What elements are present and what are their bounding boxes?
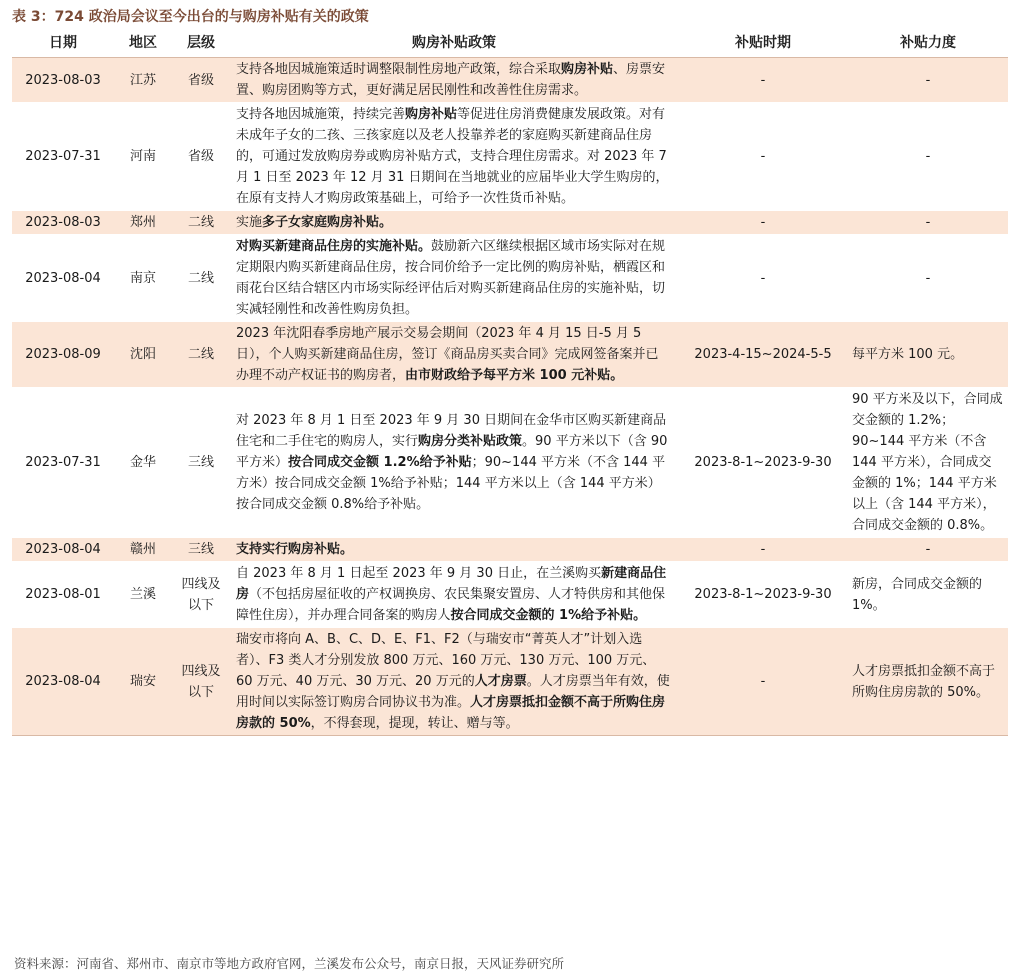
cell-period: - [678,58,848,103]
policy-text: ，不得套现，提现，转让、赠与等。 [310,716,519,731]
source-note: 资料来源：河南省、郑州市、南京市等地方政府官网，兰溪发布公众号，南京日报，天风证券研究所 [14,956,565,971]
cell-policy [230,388,678,538]
cell-region: 沈阳 [114,322,172,388]
cell-level: 二线 [172,235,230,322]
table-row [12,628,1008,736]
policy-text: 实施 [236,215,263,230]
cell-period: - [678,628,848,736]
policy-text-bold: 人才房票 [474,674,527,689]
policy-text-bold: 购房补贴 [561,62,614,77]
policy-text: 。90 平方米以下（含 90 平方米） [236,434,668,470]
cell-region: 赣州 [114,538,172,562]
cell-date: 2023-08-01 [12,562,114,628]
cell-amount: 90 平方米及以下，合同成交金额的 1.2%；90~144 平方米（不含 144 平方米），合同成交金额的 1%；144 平方米以上（含 144 平方米），合同成交金额的 0.8%。 [848,388,1008,538]
policy-text: （不包括房屋征收的产权调换房、农民集聚安置房、人才特供房和其他保障性住房），并办理合同备案的购房人 [236,587,666,623]
cell-amount: - [848,58,1008,103]
cell-amount: 人才房票抵扣金额不高于所购住房房款的 50%。 [848,628,1008,736]
cell-region: 兰溪 [114,562,172,628]
header-period: 补贴时期 [678,29,848,58]
cell-policy [230,211,678,235]
cell-amount: - [848,538,1008,562]
policy-text-bold: 按合同成交金额的 1%给予补贴。 [450,608,647,623]
header-policy: 购房补贴政策 [230,29,678,58]
cell-period: - [678,211,848,235]
table-row [12,538,1008,562]
cell-region: 江苏 [114,58,172,103]
policy-text-bold: 新建商品住房 [236,566,667,602]
cell-policy [230,538,678,562]
cell-amount: 每平方米 100 元。 [848,322,1008,388]
cell-region: 河南 [114,103,172,211]
cell-policy [230,628,678,736]
cell-amount: - [848,103,1008,211]
table-row [12,103,1008,211]
policy-text: 对 2023 年 8 月 1 日至 2023 年 9 月 30 日期间在金华市区购买新建商品住宅和二手住宅的购房人，实行 [236,413,667,449]
table-row [12,58,1008,103]
cell-date: 2023-08-04 [12,235,114,322]
policy-text-bold: 对购买新建商品住房的实施补贴。 [236,239,432,254]
header-amount: 补贴力度 [848,29,1008,58]
cell-region: 金华 [114,388,172,538]
cell-policy [230,103,678,211]
table-title: 表 3：724 政治局会议至今出台的与购房补贴有关的政策 [12,9,369,25]
policy-text-bold: 由市财政给予每平方米 100 元补贴。 [405,368,624,383]
header-region: 地区 [114,29,172,58]
policy-text: 等促进住房消费健康发展政策。对有未成年子女的二孩、三孩家庭以及老人投靠养老的家庭购买新建商品住房的，可通过发放购房券或购房补贴方式，支持合理住房需求。对 2023 年 7 月 1 日至 2023 年 12 月 31 日期间在当地就业的应届毕业大学生购房的，在原有支持人才购房政策基础上，可给予一次性货币补贴。 [236,107,669,206]
cell-date: 2023-08-04 [12,628,114,736]
cell-level: 三线 [172,538,230,562]
cell-level: 四线及以下 [172,562,230,628]
cell-amount: - [848,211,1008,235]
cell-date: 2023-07-31 [12,103,114,211]
policy-text: 2023 年沈阳春季房地产展示交易会期间（2023 年 4 月 15 日-5 月 5 日），个人购买新建商品住房，签订《商品房买卖合同》完成网签备案并已办理不动产权证书的购房者， [236,326,659,383]
cell-region: 南京 [114,235,172,322]
cell-date: 2023-08-03 [12,58,114,103]
cell-period: 2023-8-1~2023-9-30 [678,388,848,538]
cell-level: 省级 [172,58,230,103]
policy-text: 支持各地因城施策，持续完善 [236,107,406,122]
policy-text-bold: 购房分类补贴政策 [418,434,523,449]
cell-policy [230,58,678,103]
policy-text: 鼓励新六区继续根据区域市场实际对在规定期限内购买新建商品住房，按合同价给予一定比例的购房补贴，栖霞区和雨花台区结合辖区内市场实际经评估后对购买新建商品住房的实施补贴，切实减轻刚性和改善性购房负担。 [236,239,666,317]
cell-date: 2023-07-31 [12,388,114,538]
cell-period: - [678,235,848,322]
cell-policy [230,322,678,388]
cell-level: 省级 [172,103,230,211]
policy-text-bold: 多子女家庭购房补贴。 [262,215,393,230]
policy-text-bold: 购房补贴 [405,107,458,122]
table-row [12,388,1008,538]
cell-date: 2023-08-04 [12,538,114,562]
cell-level: 四线及以下 [172,628,230,736]
cell-region: 郑州 [114,211,172,235]
cell-level: 二线 [172,211,230,235]
table-row [12,235,1008,322]
policy-text: 支持各地因城施策适时调整限制性房地产政策，综合采取 [236,62,562,77]
cell-region: 瑞安 [114,628,172,736]
policy-text-bold: 人才房票抵扣金额不高于所购住房房款的 50% [236,695,666,731]
policy-table [12,29,1008,736]
cell-policy [230,562,678,628]
policy-text: 自 2023 年 8 月 1 日起至 2023 年 9 月 30 日止，在兰溪购买 [236,566,602,581]
header-level: 层级 [172,29,230,58]
cell-level: 三线 [172,388,230,538]
table-row [12,211,1008,235]
cell-period: - [678,103,848,211]
cell-policy [230,235,678,322]
cell-date: 2023-08-09 [12,322,114,388]
policy-text: 。人才房票当年有效，使用时间以实际签订购房合同协议书为准。 [236,674,670,710]
policy-text-bold: 支持实行购房补贴。 [236,542,354,557]
policy-text: ；90~144 平方米（不含 144 平方米）按合同成交金额 1%给予补贴；144 平方米以上（含 144 平方米）按合同成交金额 0.8%给予补贴。 [236,455,666,512]
policy-text: 、房票安置、购房团购等方式，更好满足居民刚性和改善性住房需求。 [236,62,666,98]
cell-period: 2023-4-15~2024-5-5 [678,322,848,388]
cell-amount: - [848,235,1008,322]
cell-period: 2023-8-1~2023-9-30 [678,562,848,628]
header-date: 日期 [12,29,114,58]
policy-text: 瑞安市将向 A、B、C、D、E、F1、F2（与瑞安市“菁英人才”计划入选者）、F3 类人才分别发放 800 万元、160 万元、130 万元、100 万元、60 万元、40 万元、30 万元、20 万元的 [236,632,656,689]
table-row [12,322,1008,388]
table-row [12,562,1008,628]
cell-amount: 新房，合同成交金额的 1%。 [848,562,1008,628]
cell-level: 二线 [172,322,230,388]
table-header-row [12,29,1008,58]
cell-period: - [678,538,848,562]
cell-date: 2023-08-03 [12,211,114,235]
policy-text-bold: 按合同成交金额 1.2%给予补贴 [288,455,472,470]
